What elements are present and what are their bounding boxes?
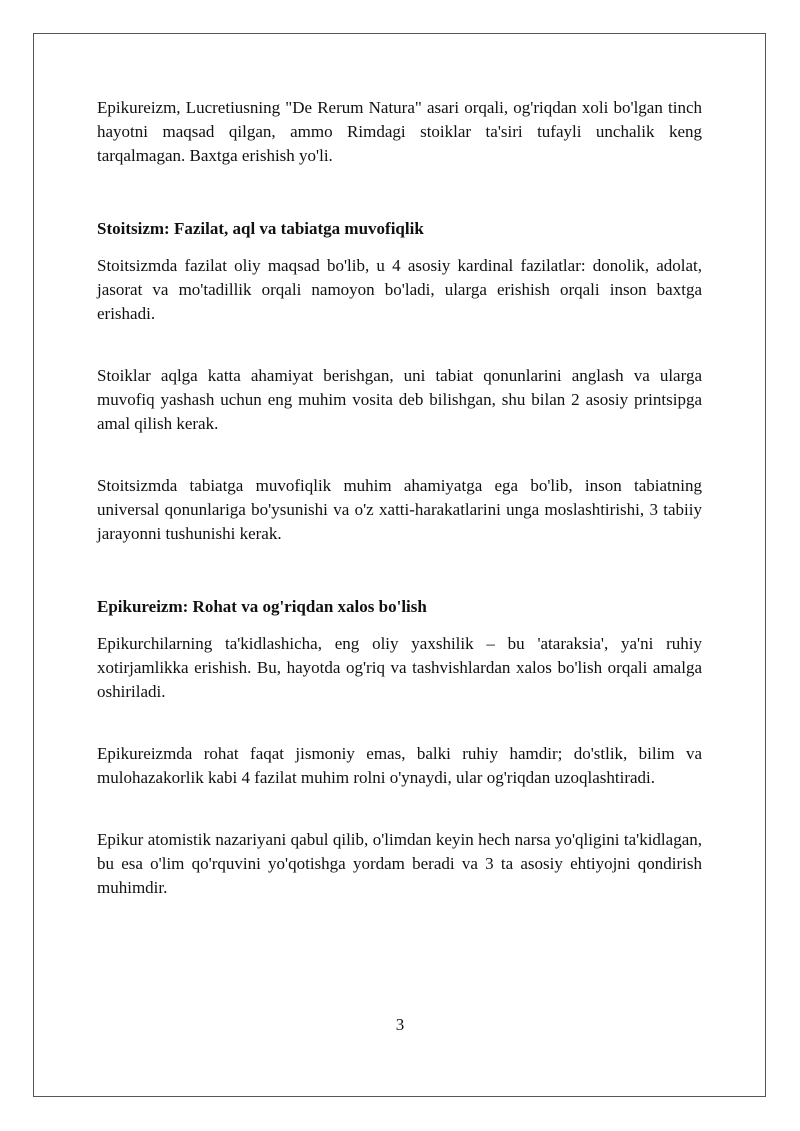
epicureanism-paragraph-2: Epikureizmda rohat faqat jismoniy emas, balki ruhiy hamdir; do'stlik, bilim va mulohazakorlik kabi 4 fazilat muhim rolni o'ynaydi, ular og'riqdan uzoqlashtiradi. — [97, 744, 702, 787]
page-content — [97, 96, 702, 900]
stoicism-paragraph-1: Stoitsizmda fazilat oliy maqsad bo'lib, u 4 asosiy kardinal fazilatlar: donolik, adolat, jasorat va mo'tadillik orqali namoyon bo'ladi, ularga erishish orqali inson baxtga erishadi. — [97, 256, 702, 323]
epicureanism-paragraph-1: Epikurchilarning ta'kidlashicha, eng oliy yaxshilik – bu 'ataraksia', ya'ni ruhiy xotirjamlikka erishish. Bu, hayotda og'riq va tashvishlardan xalos bo'lish orqali amalga oshiriladi. — [97, 634, 702, 701]
stoicism-paragraph-3: Stoitsizmda tabiatga muvofiqlik muhim ahamiyatga ega bo'lib, inson tabiatning universal qonunlariga bo'ysunishi va o'z xatti-harakatlarini unga moslashtirishi, 3 tabiiy jarayonni tushunishi kerak. — [97, 476, 702, 543]
epicureanism-paragraph-3: Epikur atomistik nazariyani qabul qilib, o'limdan keyin hech narsa yo'qligini ta'kidlagan, bu esa o'lim qo'rquvini yo'qotishga yordam beradi va 3 ta asosiy ehtiyojni qondirish muhimdir. — [97, 830, 702, 897]
section-heading-stoicism: Stoitsizm: Fazilat, aql va tabiatga muvofiqlik — [97, 219, 424, 238]
section-heading-epicureanism: Epikureizm: Rohat va og'riqdan xalos bo'lish — [97, 597, 427, 616]
page-number: 3 — [395, 1015, 405, 1034]
intro-paragraph: Epikureizm, Lucretiusning "De Rerum Natura" asari orqali, og'riqdan xoli bo'lgan tinch hayotni maqsad qilgan, ammo Rimdagi stoiklar ta'siri tufayli unchalik keng tarqalmagan. Baxtga erishish yo'li. — [97, 98, 702, 165]
stoicism-paragraph-2: Stoiklar aqlga katta ahamiyat berishgan, uni tabiat qonunlarini anglash va ularga muvofiq yashash uchun eng muhim vosita deb bilishgan, shu bilan 2 asosiy printsipga amal qilish kerak. — [97, 366, 702, 433]
